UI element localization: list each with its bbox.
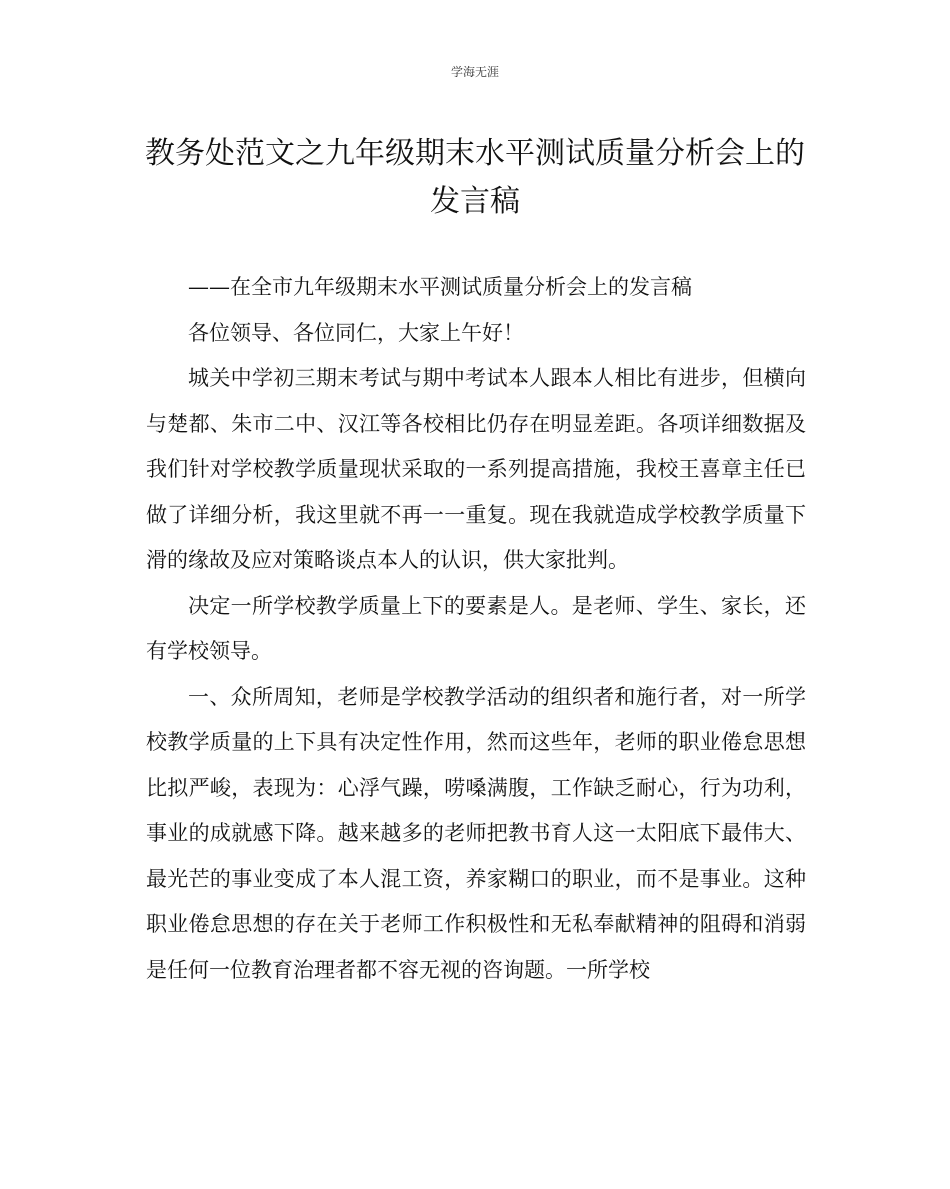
- body-paragraph: 一、众所周知，老师是学校教学活动的组织者和施行者，对一所学校教学质量的上下具有决定性作用，然而这些年，老师的职业倦怠思想比拟严峻，表现为：心浮气躁，唠嗓满腹，工作缺乏耐心，行为功利，事业的成就感下降。越来越多的老师把教书育人这一太阳底下最伟大、最光芒的事业变成了本人混工资，养家糊口的职业，而不是事业。这种职业倦怠思想的存在关于老师工作积极性和无私奉献精神的阻碍和消弱是任何一位教育治理者都不容无视的咨询题。一所学校: [146, 684, 806, 982]
- document-body: [146, 265, 806, 993]
- body-paragraph: 城关中学初三期末考试与期中考试本人跟本人相比有进步，但横向与楚都、朱市二中、汉江等各校相比仍存在明显差距。各项详细数据及我们针对学校教学质量现状采取的一系列提高措施，我校王喜章主任已做了详细分析，我这里就不再一一重复。现在我就造成学校教学质量下滑的缘故及应对策略谈点本人的认识，供大家批判。: [146, 366, 806, 572]
- page-header: 学海无涯: [450, 65, 499, 79]
- subtitle-paragraph: ——在全市九年级期末水平测试质量分析会上的发言稿: [188, 275, 692, 299]
- greeting-paragraph: 各位领导、各位同仁，大家上午好！: [188, 320, 524, 345]
- document-title: 教务处范文之九年级期末水平测试质量分析会上的发言稿: [145, 136, 805, 219]
- body-paragraph: 决定一所学校教学质量上下的要素是人。是老师、学生、家长，还有学校领导。: [146, 593, 806, 663]
